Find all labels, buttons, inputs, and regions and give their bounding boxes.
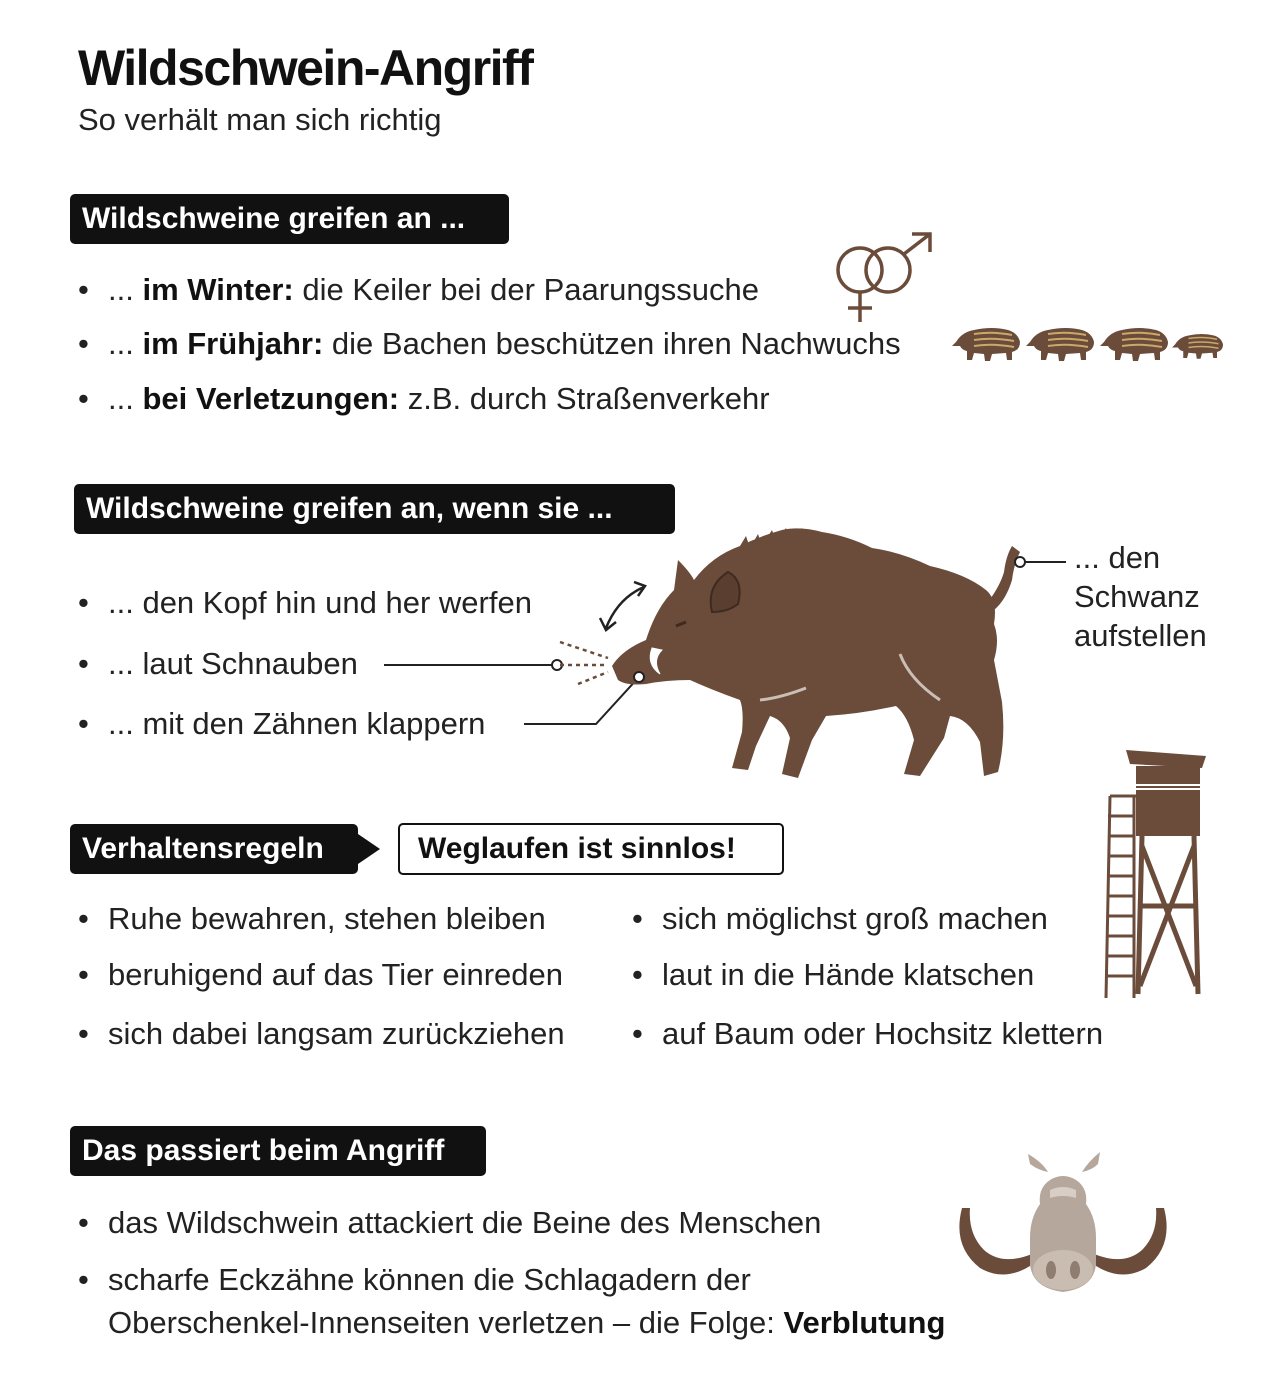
bullet: • xyxy=(78,646,89,681)
hunting-stand-icon xyxy=(1100,746,1210,1002)
bullet: • xyxy=(78,326,89,361)
page-subtitle: So verhält man sich richtig xyxy=(78,102,442,137)
tail-label: ... den Schwanz aufstellen xyxy=(1074,540,1207,653)
bullet: • xyxy=(78,706,89,741)
bullet: • xyxy=(78,272,89,307)
page-title: Wildschwein-Angriff xyxy=(78,40,533,96)
bullet: • xyxy=(632,957,643,992)
section-heading-attack-times: Wildschweine greifen an ... xyxy=(70,194,509,244)
arrow-icon xyxy=(358,834,380,864)
bullet: • xyxy=(78,901,89,936)
bullet: • xyxy=(78,1262,89,1297)
piglets-icon xyxy=(950,318,1225,364)
section-heading-warning-signs: Wildschweine greifen an, wenn sie ... xyxy=(74,484,675,534)
gender-symbols-icon xyxy=(830,228,940,328)
bullet: • xyxy=(632,901,643,936)
bullet: • xyxy=(78,1205,89,1240)
wild-boar-illustration xyxy=(380,520,1080,790)
section-heading-rules: Verhaltensregeln xyxy=(70,824,358,874)
bullet: • xyxy=(632,1016,643,1051)
callout-no-running: Weglaufen ist sinnlos! xyxy=(398,823,784,875)
bullet: • xyxy=(78,585,89,620)
boar-head-icon xyxy=(950,1146,1176,1306)
bullet: • xyxy=(78,381,89,416)
bullet: • xyxy=(78,957,89,992)
bullet: • xyxy=(78,1016,89,1051)
section-heading-attack: Das passiert beim Angriff xyxy=(70,1126,486,1176)
